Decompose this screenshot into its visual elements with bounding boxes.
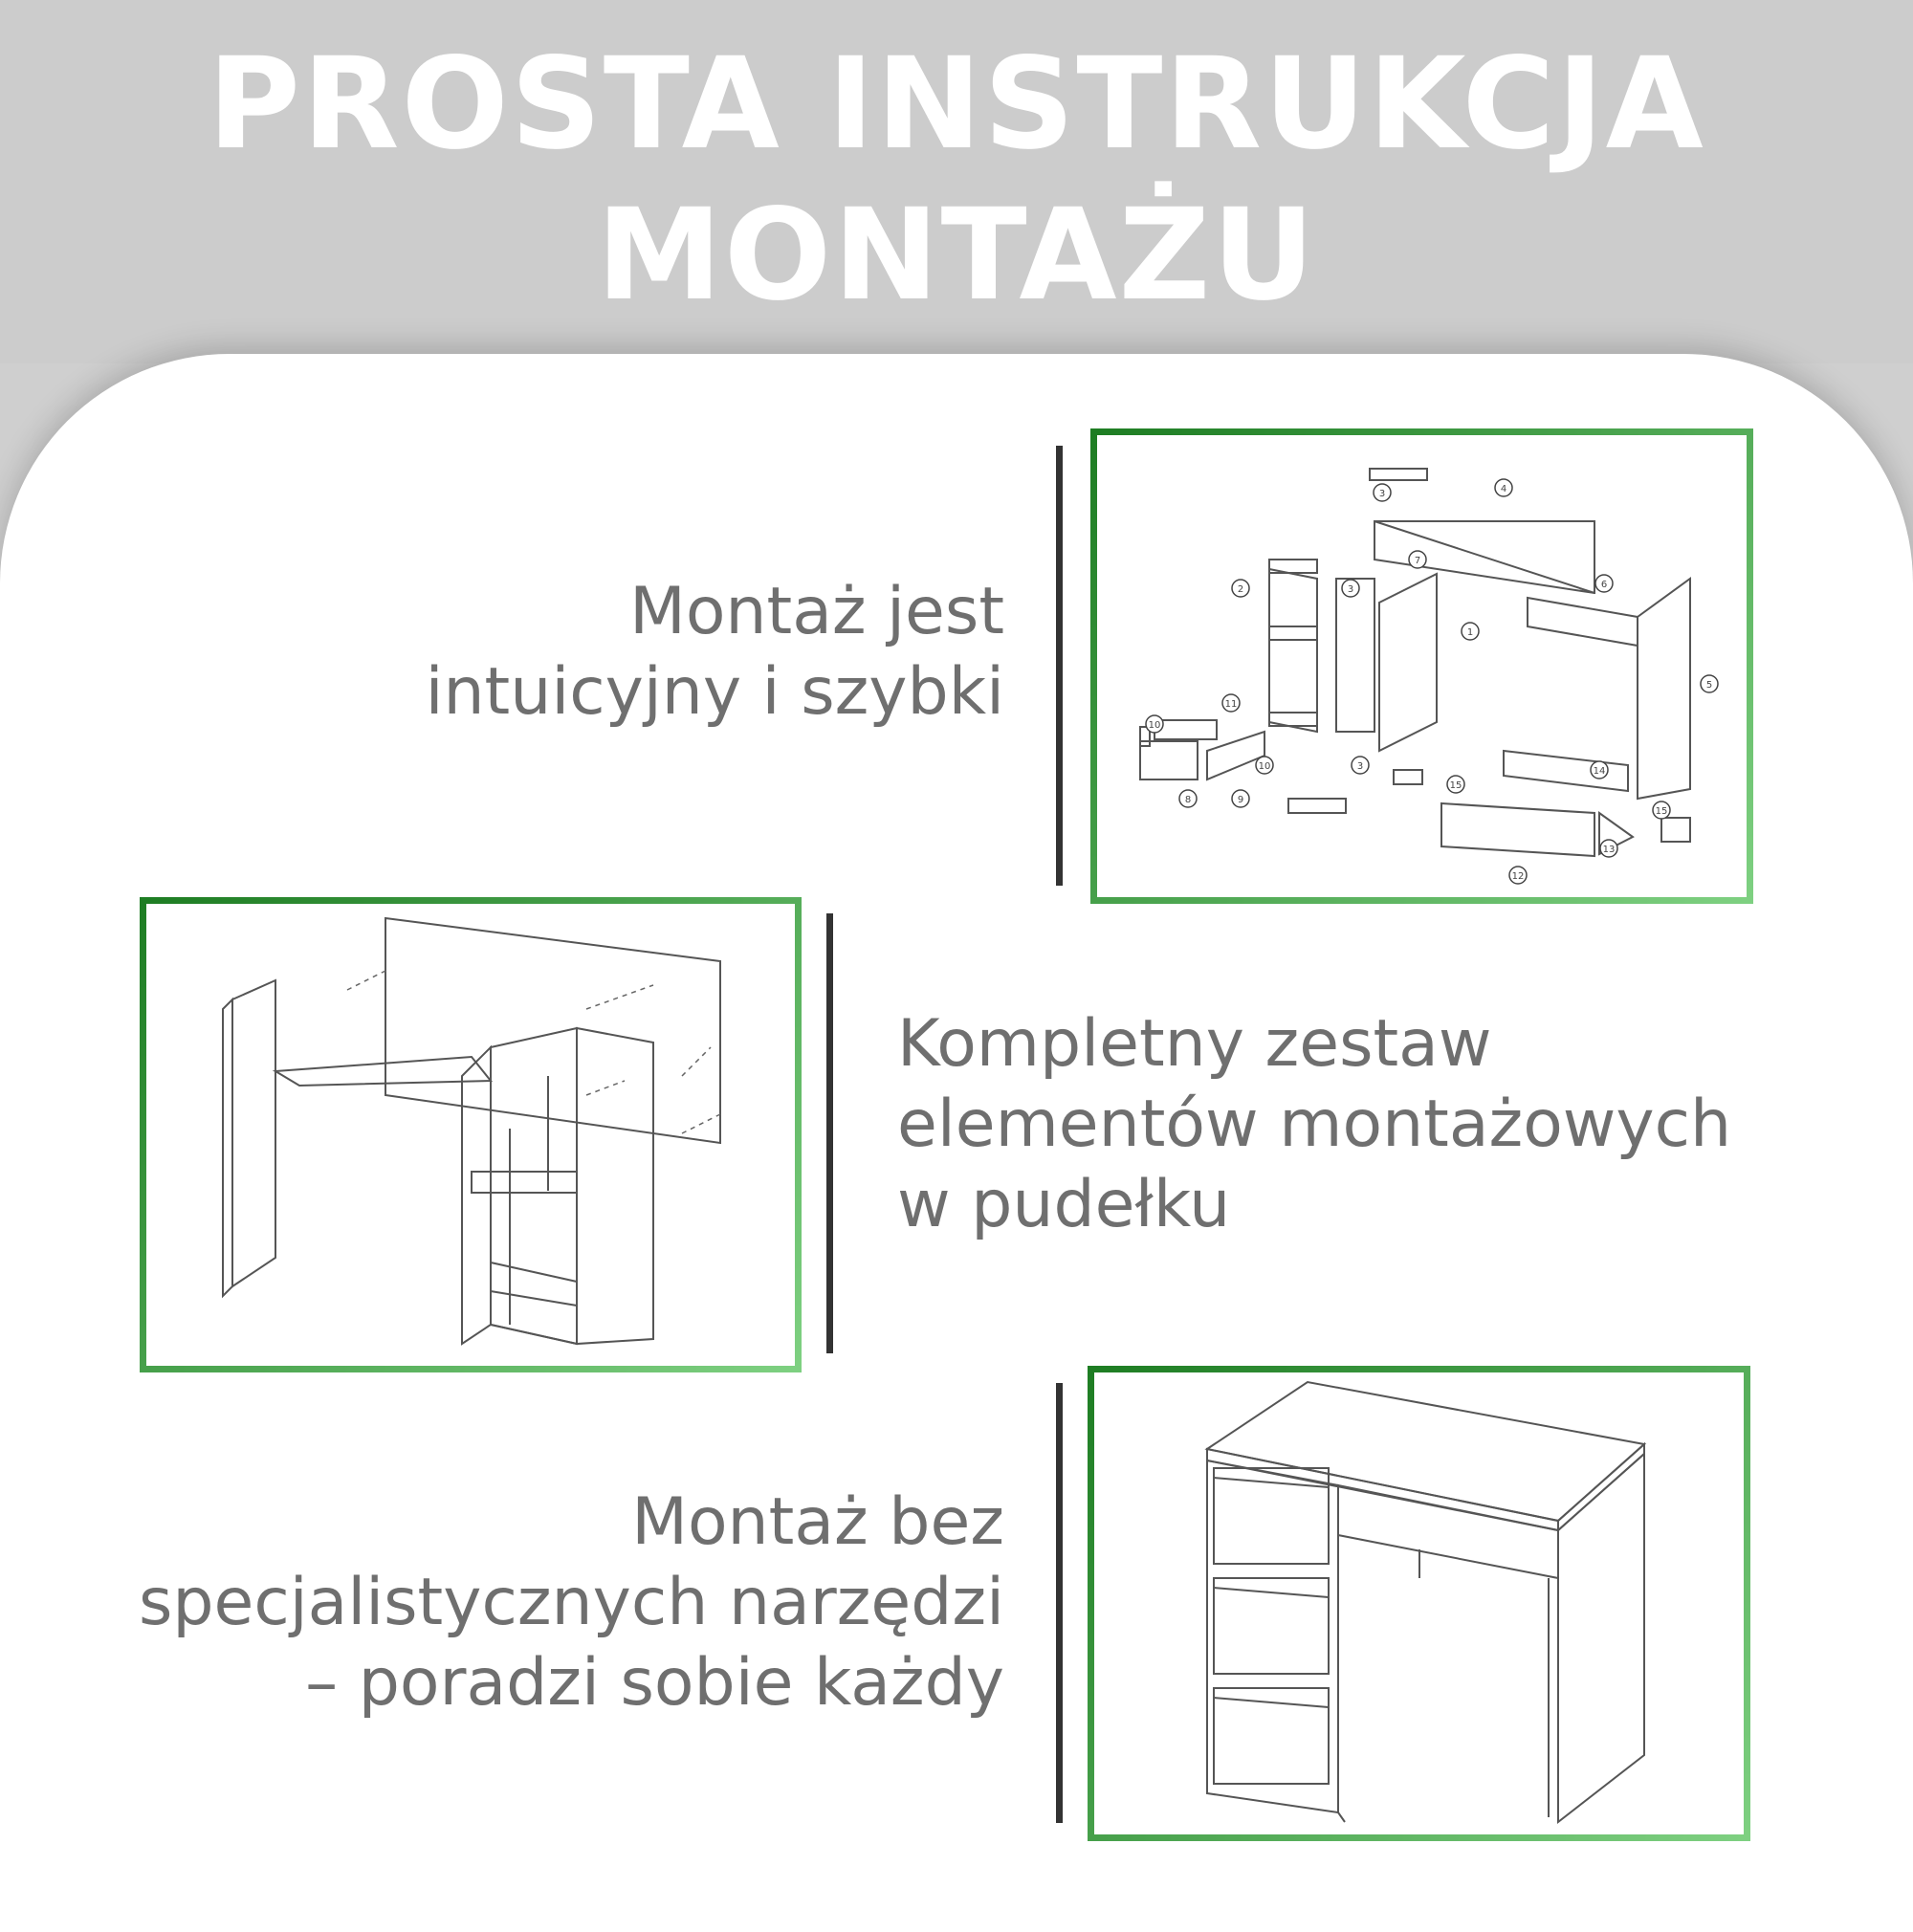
title-line-2: MONTAŻU [596, 182, 1317, 329]
part-label-15b: 15 [1655, 806, 1668, 817]
feature-3-line-3: – poradzi sobie każdy [305, 1645, 1004, 1721]
divider-bar-2 [826, 913, 833, 1353]
part-label-10a: 10 [1148, 720, 1161, 731]
feature-3-text [96, 1482, 1004, 1723]
part-label-12: 12 [1511, 871, 1525, 882]
feature-3-line-2: specjalistycznych narzędzi [138, 1565, 1004, 1640]
header-band [0, 0, 1913, 363]
finished-desk-drawing [1088, 1366, 1750, 1841]
parts-diagram-svg [1097, 435, 1748, 898]
page-title [0, 29, 1913, 331]
part-label-5: 5 [1705, 680, 1713, 691]
part-label-13: 13 [1602, 845, 1616, 855]
exploded-parts-diagram [1090, 428, 1753, 904]
part-label-6: 6 [1600, 580, 1608, 590]
feature-1-line-1: Montaż jest [629, 574, 1004, 649]
feature-2-line-3: w pudełku [897, 1167, 1231, 1242]
part-label-2: 2 [1237, 584, 1244, 595]
part-label-3a: 3 [1378, 489, 1386, 499]
part-label-1: 1 [1466, 627, 1474, 638]
part-label-8: 8 [1184, 795, 1192, 805]
part-label-11: 11 [1224, 699, 1238, 710]
feature-2-line-1: Kompletny zestaw [897, 1006, 1492, 1082]
part-label-14: 14 [1593, 766, 1606, 777]
feature-2-text [897, 1004, 1806, 1245]
part-label-9: 9 [1237, 795, 1244, 805]
part-label-3b: 3 [1347, 584, 1354, 595]
part-label-4: 4 [1500, 484, 1507, 494]
part-label-3c: 3 [1356, 761, 1364, 772]
part-label-10b: 10 [1258, 761, 1271, 772]
feature-1-text [287, 572, 1004, 733]
title-line-1: PROSTA INSTRUKCJA [208, 31, 1705, 178]
desk-drawing-svg [1094, 1372, 1744, 1834]
divider-bar-1 [1056, 446, 1063, 886]
part-label-7: 7 [1414, 556, 1421, 566]
assembly-diagram-svg [146, 904, 795, 1366]
divider-bar-3 [1056, 1383, 1063, 1823]
feature-2-line-2: elementów montażowych [897, 1087, 1732, 1162]
part-label-15a: 15 [1449, 780, 1462, 791]
feature-3-line-1: Montaż bez [631, 1484, 1004, 1560]
assembly-step-diagram [140, 897, 802, 1372]
feature-1-line-2: intuicyjny i szybki [425, 654, 1004, 730]
